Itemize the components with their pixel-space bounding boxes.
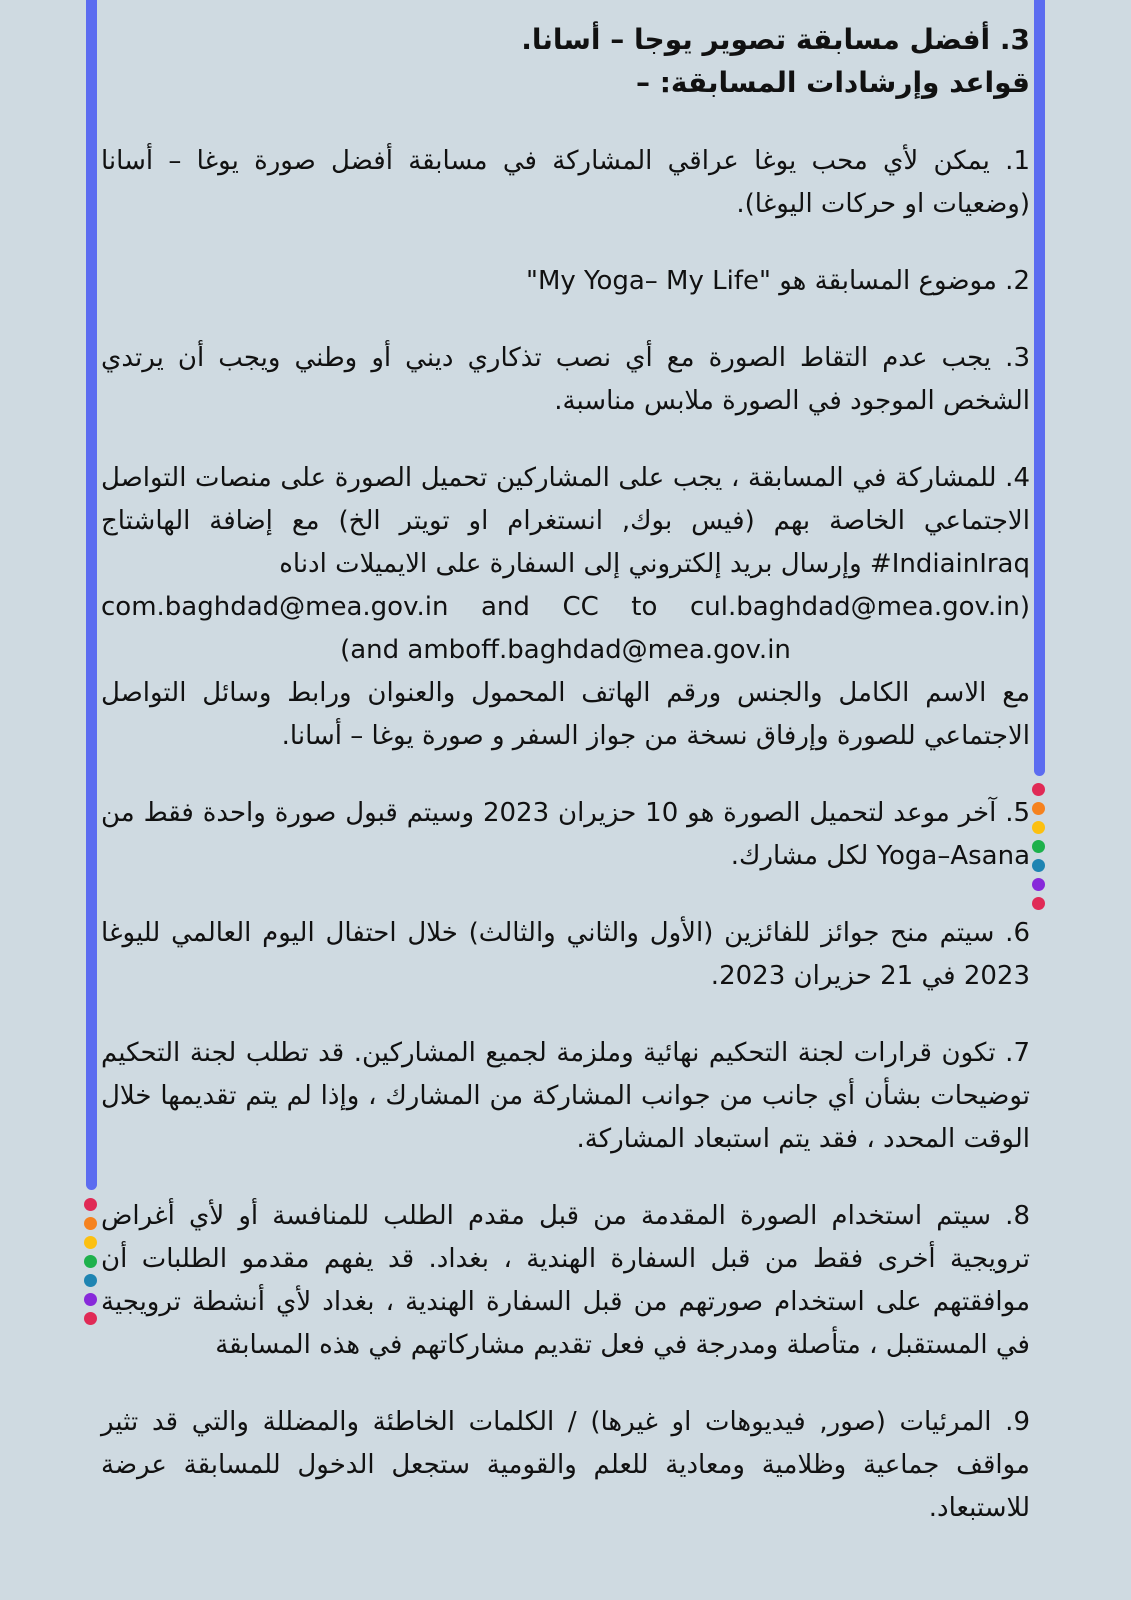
rule-item-2: 2. موضوع المسابقة هو "My Yoga– My Life" bbox=[525, 266, 1030, 296]
rule-item-4-details: مع الاسم الكامل والجنس ورقم الهاتف المحمول والعنوان ورابط وسائل التواصل الاجتماعي للصورة وإرفاق نسخة من جواز السفر و صورة يوغا – أسانا. bbox=[101, 678, 1030, 751]
rule-item-4-intro: 4. للمشاركة في المسابقة ، يجب على المشاركين تحميل الصورة على منصات التواصل الاجتماعي الخاصة بهم (فيس بوك, انستغرام او تويتر الخ) مع إضافة الهاشتاج ‎#IndiainIraq وإرسال بريد إلكتروني إلى السفارة على الايميلات ادناه bbox=[101, 463, 1030, 579]
rule-item-8: 8. سيتم استخدام الصورة المقدمة من قبل مقدم الطلب للمنافسة أو لأي أغراض ترويجية أخرى فقط من قبل السفارة الهندية ، بغداد. قد يفهم مقدمو الطلبات أن موافقتهم على استخدام صورتهم من قبل السفارة الهندية ، بغداد لأي أنشطة ترويجية في المستقبل ، متأصلة ومدرجة في فعل تقديم مشاركاتهم في هذه المسابقة bbox=[101, 1201, 1030, 1360]
accent-dot bbox=[84, 1236, 97, 1249]
rule-item-9: 9. المرئيات (صور, فيديوهات او غيرها) / الكلمات الخاطئة والمضللة والتي قد تثير مواقف جماعية وظلامية ومعادية للعلم والقومية ستجعل الدخول للمسابقة عرضة للاستبعاد. bbox=[101, 1407, 1030, 1523]
right-dot-column bbox=[1032, 783, 1045, 910]
email-line-1: com.baghdad@mea.gov.in and CC to cul.baghdad@mea.gov.in) bbox=[101, 592, 1030, 622]
right-accent-bar bbox=[1034, 0, 1045, 776]
accent-dot bbox=[1032, 859, 1045, 872]
rule-item-3: 3. يجب عدم التقاط الصورة مع أي نصب تذكاري ديني أو وطني ويجب أن يرتدي الشخص الموجود في الصورة ملابس مناسبة. bbox=[101, 343, 1030, 416]
contest-title: 3. أفضل مسابقة تصوير يوجا – أسانا. bbox=[521, 23, 1030, 56]
accent-dot bbox=[84, 1255, 97, 1268]
left-accent-bar bbox=[86, 0, 97, 1190]
rule-item-4 bbox=[101, 457, 1030, 758]
rule-item-1: 1. يمكن لأي محب يوغا عراقي المشاركة في مسابقة أفضل صورة يوغا – أسانا (وضعيات او حركات اليوغا). bbox=[101, 146, 1030, 219]
accent-dot bbox=[84, 1312, 97, 1325]
email-line-2: (and amboff.baghdad@mea.gov.in bbox=[340, 635, 791, 665]
accent-dot bbox=[84, 1217, 97, 1230]
left-dot-column bbox=[84, 1198, 97, 1325]
accent-dot bbox=[1032, 840, 1045, 853]
accent-dot bbox=[1032, 897, 1045, 910]
accent-dot bbox=[1032, 783, 1045, 796]
accent-dot bbox=[1032, 821, 1045, 834]
accent-dot bbox=[84, 1293, 97, 1306]
rules-heading: قواعد وإرشادات المسابقة: – bbox=[635, 66, 1030, 99]
rule-item-5: 5. آخر موعد لتحميل الصورة هو 10 حزيران 2023 وسيتم قبول صورة واحدة فقط من Yoga–Asana لكل مشارك. bbox=[101, 798, 1031, 871]
contest-rules-text bbox=[101, 0, 1030, 1564]
accent-dot bbox=[1032, 802, 1045, 815]
rule-item-7: 7. تكون قرارات لجنة التحكيم نهائية وملزمة لجميع المشاركين. قد تطلب لجنة التحكيم توضيحات بشأن أي جانب من جوانب المشاركة من المشارك ، وإذا لم يتم تقديمها خلال الوقت المحدد ، فقد يتم استبعاد المشاركة. bbox=[101, 1038, 1030, 1154]
accent-dot bbox=[84, 1274, 97, 1287]
accent-dot bbox=[1032, 878, 1045, 891]
rule-item-6: 6. سيتم منح جوائز للفائزين (الأول والثاني والثالث) خلال احتفال اليوم العالمي لليوغا 2023 في 21 حزيران 2023. bbox=[101, 918, 1030, 991]
accent-dot bbox=[84, 1198, 97, 1211]
